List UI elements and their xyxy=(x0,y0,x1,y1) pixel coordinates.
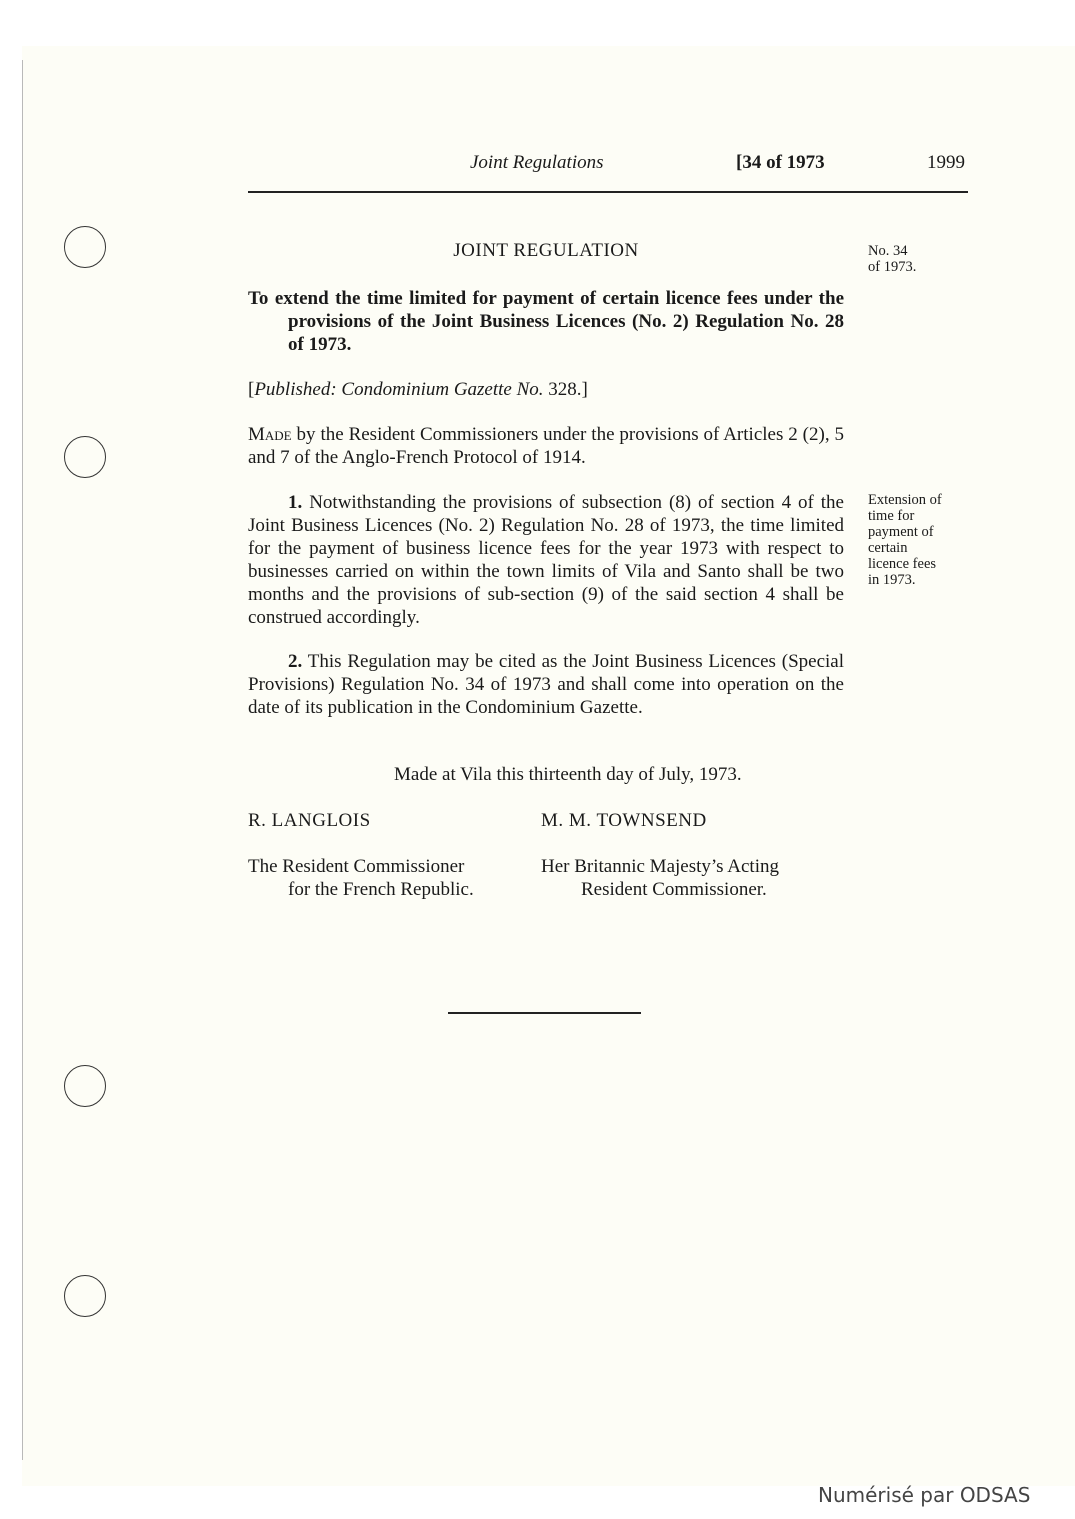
section-2 xyxy=(248,650,844,719)
signatory-title-french xyxy=(248,855,474,901)
enacting-lead-word: Made xyxy=(248,424,292,445)
punch-hole-3 xyxy=(64,1065,106,1107)
enacting-formula xyxy=(248,423,844,469)
publication-label: Published: Condominium Gazette No. xyxy=(254,379,544,400)
margin-reference-line-1: No. 34 xyxy=(868,243,908,259)
margin-reference xyxy=(868,243,978,275)
publication-number: 328.] xyxy=(543,379,588,400)
running-head-title: Joint Regulations xyxy=(470,152,604,173)
signatory-name-french: R. LANGLOIS xyxy=(248,810,371,831)
punch-hole-4 xyxy=(64,1275,106,1317)
section-1-number: 1. xyxy=(288,492,303,513)
signatory-title-line: Resident Commissioner. xyxy=(581,879,767,900)
section-1-text: Notwithstanding the provisions of subsection (8) of section 4 of the Joint Business Licences (No. 2) Regulation No. 28 of 1973, the time limited for the payment of business licence fees for the year 1973 with respect to businesses carried on within the town limits of Vila and Santo shall be two months and the provisions of sub-section (9) of the said section 4 shall be construed accordingly. xyxy=(248,492,844,628)
marginal-note-line: in 1973. xyxy=(868,572,916,588)
marginal-note-line: licence fees xyxy=(868,556,937,572)
signatory-title-british xyxy=(541,855,779,901)
enacting-text: by the Resident Commissioners under the provisions of Articles 2 (2), 5 and 7 of the Anglo-French Protocol of 1914. xyxy=(248,424,844,468)
marginal-note xyxy=(868,492,978,588)
signatory-name-british: M. M. TOWNSEND xyxy=(541,810,707,831)
marginal-note-line: Extension of xyxy=(868,492,942,508)
sheet-edge xyxy=(22,60,23,1460)
signatory-title-line: for the French Republic. xyxy=(288,879,474,900)
document-heading: JOINT REGULATION xyxy=(453,240,639,261)
publication-note xyxy=(248,378,844,401)
signatory-title-line: The Resident Commissioner xyxy=(248,856,465,877)
running-head xyxy=(0,152,1075,176)
margin-reference-line-2: of 1973. xyxy=(868,259,917,275)
punch-hole-1 xyxy=(64,226,106,268)
section-2-number: 2. xyxy=(288,651,303,672)
marginal-note-line: payment of xyxy=(868,524,934,540)
made-at-line: Made at Vila this thirteenth day of July, 1973. xyxy=(394,764,742,785)
digitization-watermark: Numérisé par ODSAS xyxy=(818,1483,1031,1507)
section-1 xyxy=(248,491,844,629)
long-title: To extend the time limited for payment of certain licence fees under the provisions of the Joint Business Licences (No. 2) Regulation No. 28 of 1973. xyxy=(248,288,844,355)
section-2-text: This Regulation may be cited as the Joint Business Licences (Special Provisions) Regulation No. 34 of 1973 and shall come into operation on the date of its publication in the Condominium Gazette. xyxy=(248,651,844,718)
marginal-note-line: certain xyxy=(868,540,908,556)
running-head-number: [34 of 1973 xyxy=(736,152,825,173)
marginal-note-line: time for xyxy=(868,508,915,524)
punch-hole-2 xyxy=(64,436,106,478)
publication-bracket: [ xyxy=(248,379,255,400)
header-rule xyxy=(248,191,968,193)
page-number: 1999 xyxy=(927,152,965,173)
signatory-title-line: Her Britannic Majesty’s Acting xyxy=(541,856,779,877)
end-rule xyxy=(448,1012,641,1014)
